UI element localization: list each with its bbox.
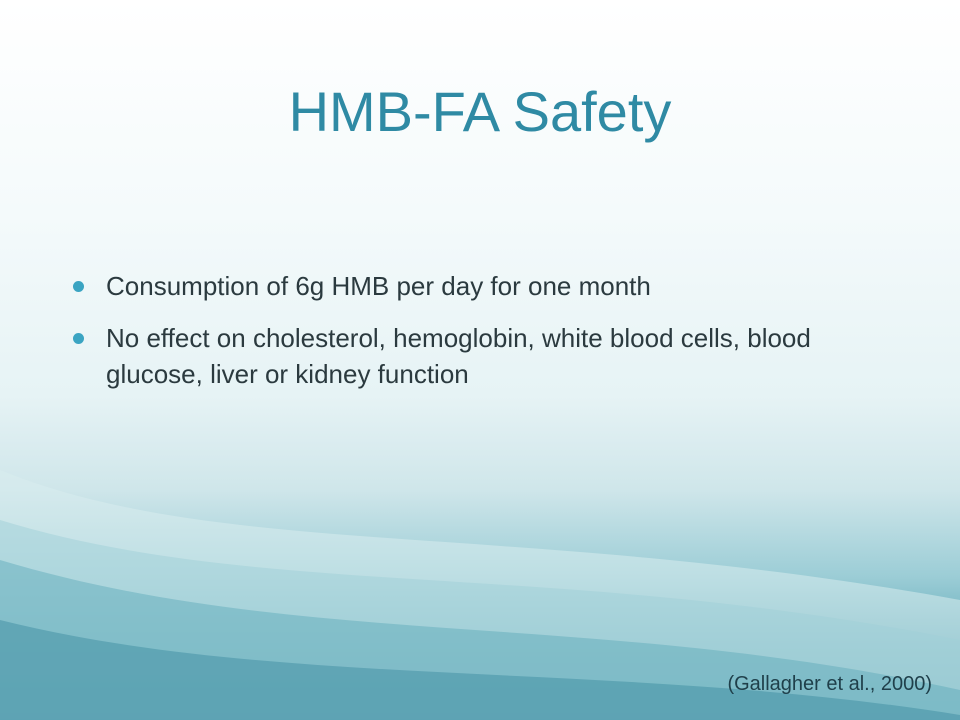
bullet-list bbox=[70, 268, 890, 408]
bullet-item bbox=[70, 268, 890, 304]
bullet-marker-icon bbox=[73, 333, 84, 344]
slide-title: HMB-FA Safety bbox=[288, 80, 672, 143]
citation: (Gallagher et al., 2000) bbox=[727, 673, 932, 695]
bullet-marker-icon bbox=[73, 281, 84, 292]
bullet-text: No effect on cholesterol, hemoglobin, white blood cells, blood glucose, liver or kidney function bbox=[106, 323, 811, 389]
bullet-text: Consumption of 6g HMB per day for one month bbox=[106, 271, 651, 301]
bullet-item bbox=[70, 320, 890, 392]
